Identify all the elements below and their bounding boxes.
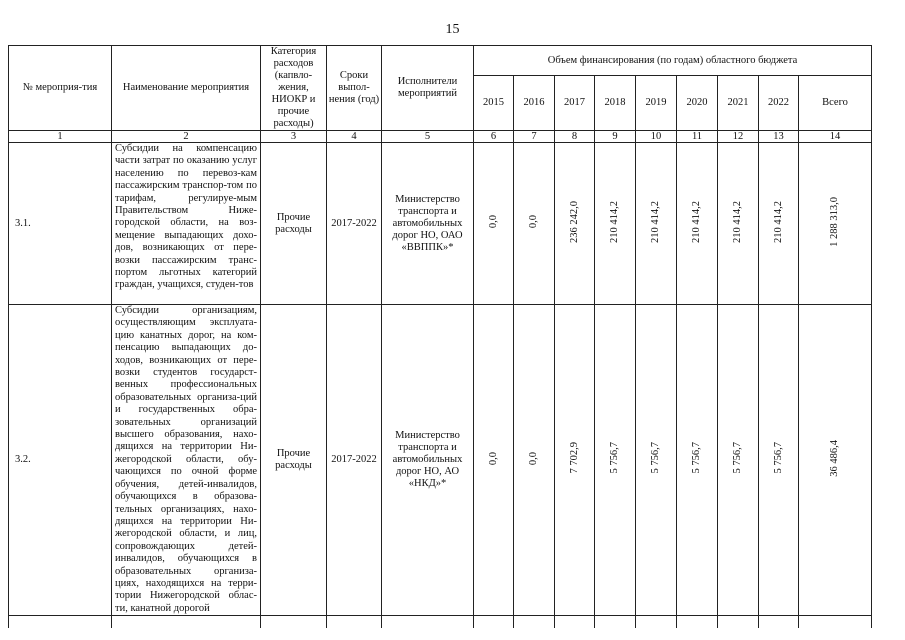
- value-2017: 7 702,9: [568, 442, 580, 474]
- header-category: Категория расходов (капвло-жения, НИОКР и прочие расходы): [261, 46, 327, 131]
- column-number: 5: [382, 131, 474, 143]
- header-year: 2019: [636, 76, 677, 131]
- column-number: 12: [718, 131, 759, 143]
- value-2015: 0,0: [487, 451, 499, 465]
- value-2018: 210 414,2: [609, 200, 620, 243]
- header-name: Наименование мероприятия: [112, 46, 261, 131]
- column-number: 6: [474, 131, 514, 143]
- expense-category: Прочие расходы: [261, 305, 327, 616]
- header-num: № мероприя-тия: [9, 46, 112, 131]
- empty-cell: [759, 616, 799, 629]
- measure-name: Субсидии на компенсацию части затрат по оказанию услуг населению по перевоз-кам пассажирским транспор-том по тарифам, регулируе-мым Правительством Ниже-городской области, на воз-мещение выпадающих дохо-дов, возникающих от пере-возки пассажирским транс-портом льготных категорий граждан, учащихся, студен-тов: [112, 143, 261, 305]
- column-number: 11: [677, 131, 718, 143]
- value-2021: 210 414,2: [732, 200, 743, 243]
- value-total: 1 288 313,0: [829, 196, 840, 247]
- empty-cell: [677, 616, 718, 629]
- table-row: [9, 143, 872, 305]
- term: 2017-2022: [327, 143, 382, 305]
- empty-cell: [799, 616, 872, 629]
- page-number: 15: [445, 22, 460, 37]
- term: 2017-2022: [327, 305, 382, 616]
- table-row: [9, 305, 872, 616]
- empty-cell: [261, 616, 327, 629]
- column-number: 8: [555, 131, 595, 143]
- row-number: 3.2.: [9, 305, 112, 616]
- value-2022: 210 414,2: [772, 200, 784, 243]
- header-total: Всего: [799, 76, 872, 131]
- header-funding: Объем финансирования (по годам) областного бюджета: [474, 46, 872, 76]
- empty-cell: [718, 616, 759, 629]
- value-2020: 5 756,7: [691, 442, 702, 474]
- row-number: 3.1.: [9, 143, 112, 305]
- value-2016: 0,0: [528, 214, 539, 229]
- financing-table: [8, 45, 872, 628]
- table-row-continuation: [9, 616, 872, 629]
- header-year: 2016: [514, 76, 555, 131]
- empty-cell: [474, 616, 514, 629]
- empty-cell: [514, 616, 555, 629]
- measure-name: Субсидии организациям, осуществляющим эксплуата-цию канатных дорог, на ком-пенсацию выпадающих до-ходов, возникающих от пере-возки студентов государст-венных профессиональных образовательных организа-ций и государственных обра-зовательных организаций высшего образования, нахо-дящихся на территории Ни-жегородской области, обу-чающихся по очной форме обучения, детей-инвалидов, обучающихся в образова-тельных организациях, нахо-дящихся на территории Ни-жегородской области, и лиц, сопровождающих детей-инвалидов, обучающихся в образовательных организа-циях, находящихся на терри-тории Нижегородской облас-ти, канатной дорогой: [112, 305, 261, 616]
- header-year: 2017: [555, 76, 595, 131]
- empty-cell: [112, 616, 261, 629]
- header-term: Сроки выпол-нения (год): [327, 46, 382, 131]
- column-number: 4: [327, 131, 382, 143]
- executors: Министерство транспорта и автомобильных дорог НО, ОАО «ВВППК»*: [382, 143, 474, 305]
- value-2020: 210 414,2: [691, 200, 702, 243]
- value-2021: 5 756,7: [732, 442, 743, 474]
- header-year: 2022: [759, 76, 799, 131]
- header-year: 2018: [595, 76, 636, 131]
- empty-cell: [9, 616, 112, 629]
- column-number: 1: [9, 131, 112, 143]
- value-2022: 5 756,7: [772, 442, 784, 474]
- empty-cell: [636, 616, 677, 629]
- column-number: 7: [514, 131, 555, 143]
- column-number: 2: [112, 131, 261, 143]
- header-year: 2020: [677, 76, 718, 131]
- expense-category: Прочие расходы: [261, 143, 327, 305]
- value-2019: 5 756,7: [650, 442, 661, 474]
- column-number: 3: [261, 131, 327, 143]
- column-number: 13: [759, 131, 799, 143]
- empty-cell: [327, 616, 382, 629]
- value-2018: 5 756,7: [609, 442, 620, 474]
- header-year: 2021: [718, 76, 759, 131]
- executors: Министерство транспорта и автомобильных дорог НО, АО «НКД»*: [382, 305, 474, 616]
- header-executors: Исполнители мероприятий: [382, 46, 474, 131]
- value-2019: 210 414,2: [650, 200, 661, 243]
- empty-cell: [595, 616, 636, 629]
- value-2017: 236 242,0: [568, 200, 580, 243]
- value-total: 36 486,4: [829, 439, 840, 477]
- header-year: 2015: [474, 76, 514, 131]
- empty-cell: [555, 616, 595, 629]
- column-number: 10: [636, 131, 677, 143]
- column-number: 9: [595, 131, 636, 143]
- column-number: 14: [799, 131, 872, 143]
- value-2015: 0,0: [487, 214, 499, 229]
- empty-cell: [382, 616, 474, 629]
- value-2016: 0,0: [528, 451, 539, 465]
